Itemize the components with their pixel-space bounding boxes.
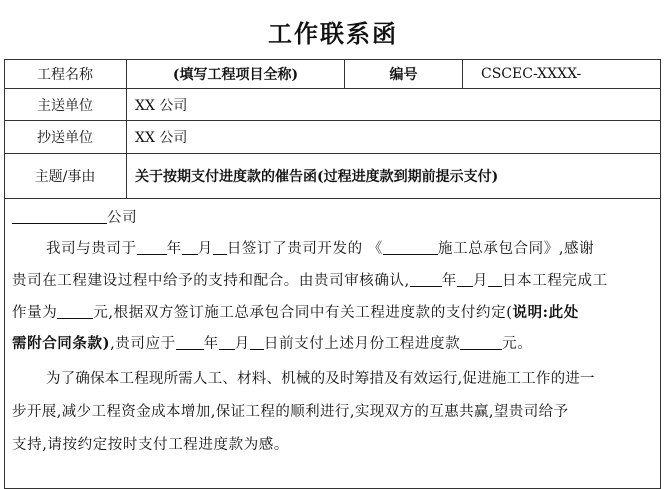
p1-line4-c: 月 — [234, 336, 250, 352]
cc-value: XX 公司 — [135, 130, 188, 146]
subject-row — [4, 154, 661, 199]
p1-line2-b: 年 — [441, 273, 457, 289]
p1-line3-a: 作量为 — [12, 305, 58, 321]
cc-label: 抄送单位 — [4, 121, 127, 153]
p1-line4-d: 日前支付上述月份工程进度款 — [263, 336, 461, 352]
blank — [410, 272, 442, 287]
blank — [176, 335, 204, 350]
paragraph-1-line-2 — [12, 266, 657, 297]
p1-text-d: 日签订了贵司开发的 《 — [226, 241, 384, 257]
paragraph-1-line-4 — [12, 328, 657, 360]
p1-line4-note: 需附合同条款) — [12, 335, 111, 352]
main-recipient-row — [4, 89, 661, 121]
p1-text-e: 施工总承包合同》,感谢 — [438, 241, 595, 257]
main-recipient-label: 主送单位 — [4, 89, 127, 120]
blank — [57, 304, 93, 319]
blank — [137, 240, 167, 255]
p1-text-b: 年 — [166, 241, 182, 257]
blank — [457, 272, 473, 287]
p1-line2-d: 日本工程完成工 — [502, 273, 608, 289]
paragraph-1-line-1 — [12, 234, 657, 265]
p1-line3-b: 元,根据双方签订施工总承包合同中有关工程进度款的支付约定( — [93, 305, 513, 321]
blank — [383, 240, 438, 255]
paragraph-1-line-3 — [12, 297, 657, 329]
blank — [182, 240, 198, 255]
p1-line3-note: 说明:此处 — [512, 304, 579, 321]
blank — [219, 335, 235, 350]
p1-line4-a: ,贵司应于 — [110, 336, 176, 352]
number-value: CSCEC-XXXX- — [481, 65, 582, 82]
company-blank — [12, 209, 107, 224]
number-label: 编号 — [345, 59, 463, 88]
paragraph-2-line-3 — [12, 430, 657, 461]
p1-text-c: 月 — [197, 241, 213, 257]
p1-text-a: 我司与贵司于 — [46, 241, 137, 257]
project-label: 工程名称 — [4, 59, 127, 88]
p1-line2-c: 月 — [472, 273, 489, 289]
p2-line1: 为了确保本工程现所需人工、材料、机械的及时筹措及有效运行,促进施工工作的进一 — [46, 371, 595, 387]
subject-value: 关于按期支付进度款的催告函(过程进度款到期前提示支付) — [135, 169, 499, 185]
p1-line4-b: 年 — [203, 336, 219, 352]
paragraph-2-line-1 — [12, 364, 657, 395]
project-value: (填写工程项目全称) — [127, 59, 345, 88]
cc-row — [4, 121, 661, 154]
blank — [213, 240, 227, 255]
salutation: 公司 — [107, 210, 138, 226]
p2-line3: 支持,请按约定按时支付工程进度款为感。 — [12, 437, 290, 453]
salutation-line — [12, 203, 657, 234]
blank — [460, 335, 502, 350]
p2-line2: 步开展,减少工程资金成本增加,保证工程的顺利进行,实现双方的互惠共赢,望贵司给予 — [12, 404, 569, 420]
subject-label: 主题/事由 — [4, 154, 127, 198]
paragraph-2-line-2 — [12, 397, 657, 428]
blank — [250, 335, 264, 350]
blank — [488, 272, 502, 287]
project-row — [4, 59, 661, 89]
p1-line2-text: 贵司在工程建设过程中给予的支持和配合。由贵司审核确认, — [12, 273, 410, 289]
p1-line4-e: 元。 — [502, 336, 533, 352]
document-title: 工作联系函 — [268, 19, 398, 48]
main-recipient-value: XX 公司 — [135, 97, 188, 114]
